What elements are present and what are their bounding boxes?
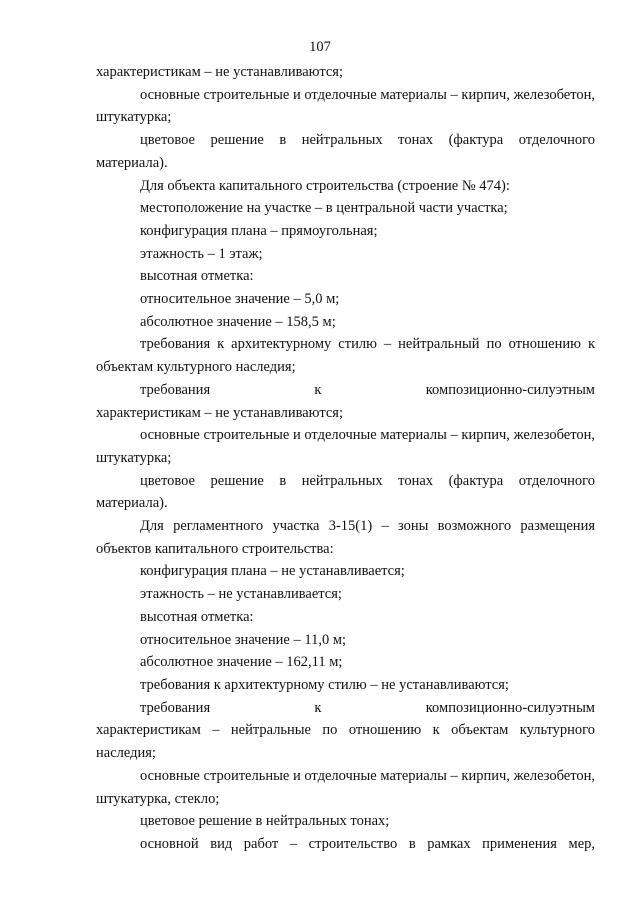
paragraph: местоположение на участке – в центральной части участка; [140, 200, 508, 217]
paragraph: высотная отметка: [140, 268, 254, 285]
paragraph: относительное значение – 5,0 м; [140, 291, 340, 308]
section-heading: Для регламентного участка 3-15(1) – зоны возможного размещения объектов капитального строительства: [96, 518, 595, 557]
paragraph: требования к композиционно-силуэтным [140, 699, 595, 716]
document-body [96, 61, 595, 856]
paragraph: основные строительные и отделочные материалы – кирпич, железобетон, штукатурка; [96, 427, 595, 466]
paragraph: конфигурация плана – прямоугольная; [140, 222, 378, 239]
paragraph: требования к композиционно-силуэтным [140, 381, 595, 398]
page-number: 107 [309, 39, 331, 55]
paragraph: характеристикам – нейтральные по отношению к объектам культурного наследия; [96, 722, 595, 762]
paragraph: этажность – 1 этаж; [140, 245, 263, 262]
paragraph: характеристикам – не устанавливаются; [96, 64, 343, 80]
paragraph: абсолютное значение – 158,5 м; [140, 313, 336, 330]
paragraph: основные строительные и отделочные материалы – кирпич, железобетон, штукатурка; [96, 86, 595, 126]
section-heading: Для объекта капитального строительства (строение № 474): [140, 177, 510, 194]
paragraph: требования к архитектурному стилю – не устанавливаются; [140, 676, 509, 693]
paragraph: относительное значение – 11,0 м; [140, 631, 347, 648]
paragraph: основные строительные и отделочные материалы – кирпич, железобетон, штукатурка, стекло; [96, 767, 595, 807]
paragraph: характеристикам – не устанавливаются; [96, 404, 343, 421]
paragraph: этажность – не устанавливается; [140, 586, 342, 603]
paragraph: цветовое решение в нейтральных тонах; [140, 813, 390, 830]
paragraph: основной вид работ – строительство в рамках применения мер, [140, 835, 595, 852]
paragraph: абсолютное значение – 162,11 м; [140, 654, 343, 671]
paragraph: высотная отметка: [140, 608, 254, 625]
paragraph: конфигурация плана – не устанавливается; [140, 563, 405, 580]
paragraph: требования к архитектурному стилю – нейтральный по отношению к объектам культурного наследия; [96, 336, 595, 376]
paragraph: цветовое решение в нейтральных тонах (фактура отделочного материала). [96, 472, 595, 512]
paragraph: цветовое решение в нейтральных тонах (фактура отделочного материала). [96, 132, 595, 171]
